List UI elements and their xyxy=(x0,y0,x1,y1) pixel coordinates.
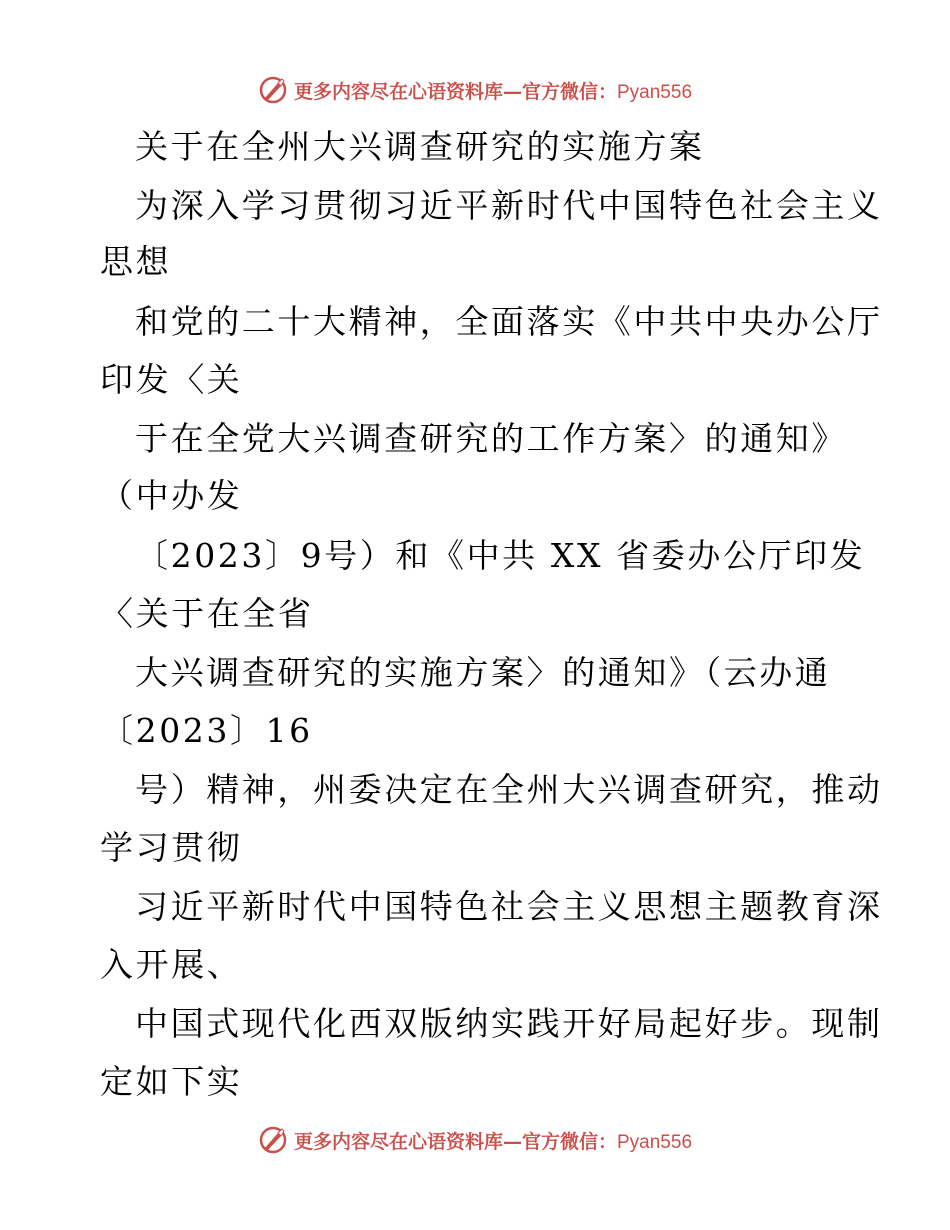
watermark-text xyxy=(294,1127,692,1154)
watermark-wechat-label: 官方微信： xyxy=(521,80,617,103)
watermark-brand: 更多内容尽在心语资料库 xyxy=(293,1130,503,1153)
paragraph-line: 于在全党大兴调查研究的工作方案〉的通知》 xyxy=(135,419,847,458)
paragraph-line: 思想 xyxy=(100,242,172,281)
watermark-wechat-id: Pyan556 xyxy=(617,1131,693,1153)
watermark-header xyxy=(0,70,950,110)
watermark-brand: 更多内容尽在心语资料库 xyxy=(293,80,503,103)
paragraph-line: 中国式现代化西双版纳实践开好局起好步。现制 xyxy=(135,1004,883,1043)
watermark-text xyxy=(294,77,692,104)
paragraph-line: 〈关于在全省 xyxy=(100,594,314,633)
paragraph-line: 印发〈关 xyxy=(100,360,243,399)
paragraph-line: 〔2023〕9号）和《中共 XX 省委办公厅印发 xyxy=(135,536,866,575)
paragraph-line: （中办发 xyxy=(100,476,243,515)
quill-logo-icon xyxy=(258,1125,288,1155)
watermark-wechat-label: 官方微信： xyxy=(521,1130,617,1153)
paragraph-line: 入开展、 xyxy=(100,945,243,984)
paragraph-line: 大兴调查研究的实施方案〉的通知》（云办通 xyxy=(135,653,831,692)
quill-logo-icon xyxy=(258,75,288,105)
watermark-separator: — xyxy=(502,80,522,103)
watermark-separator: — xyxy=(502,1130,522,1153)
paragraph-line: 号）精神，州委决定在全州大兴调查研究，推动 xyxy=(135,770,883,809)
watermark-footer xyxy=(0,1120,950,1160)
paragraph-line: 为深入学习贯彻习近平新时代中国特色社会主义 xyxy=(135,186,883,225)
paragraph-line: 习近平新时代中国特色社会主义思想主题教育深 xyxy=(135,887,883,926)
paragraph-line: 〔2023〕16 xyxy=(100,711,313,750)
paragraph-line: 和党的二十大精神，全面落实《中共中央办公厅 xyxy=(135,302,883,341)
paragraph-line: 定如下实 xyxy=(100,1062,243,1101)
watermark-wechat-id: Pyan556 xyxy=(617,81,693,103)
document-title: 关于在全州大兴调查研究的实施方案 xyxy=(135,127,705,166)
paragraph-line: 学习贯彻 xyxy=(100,828,243,867)
